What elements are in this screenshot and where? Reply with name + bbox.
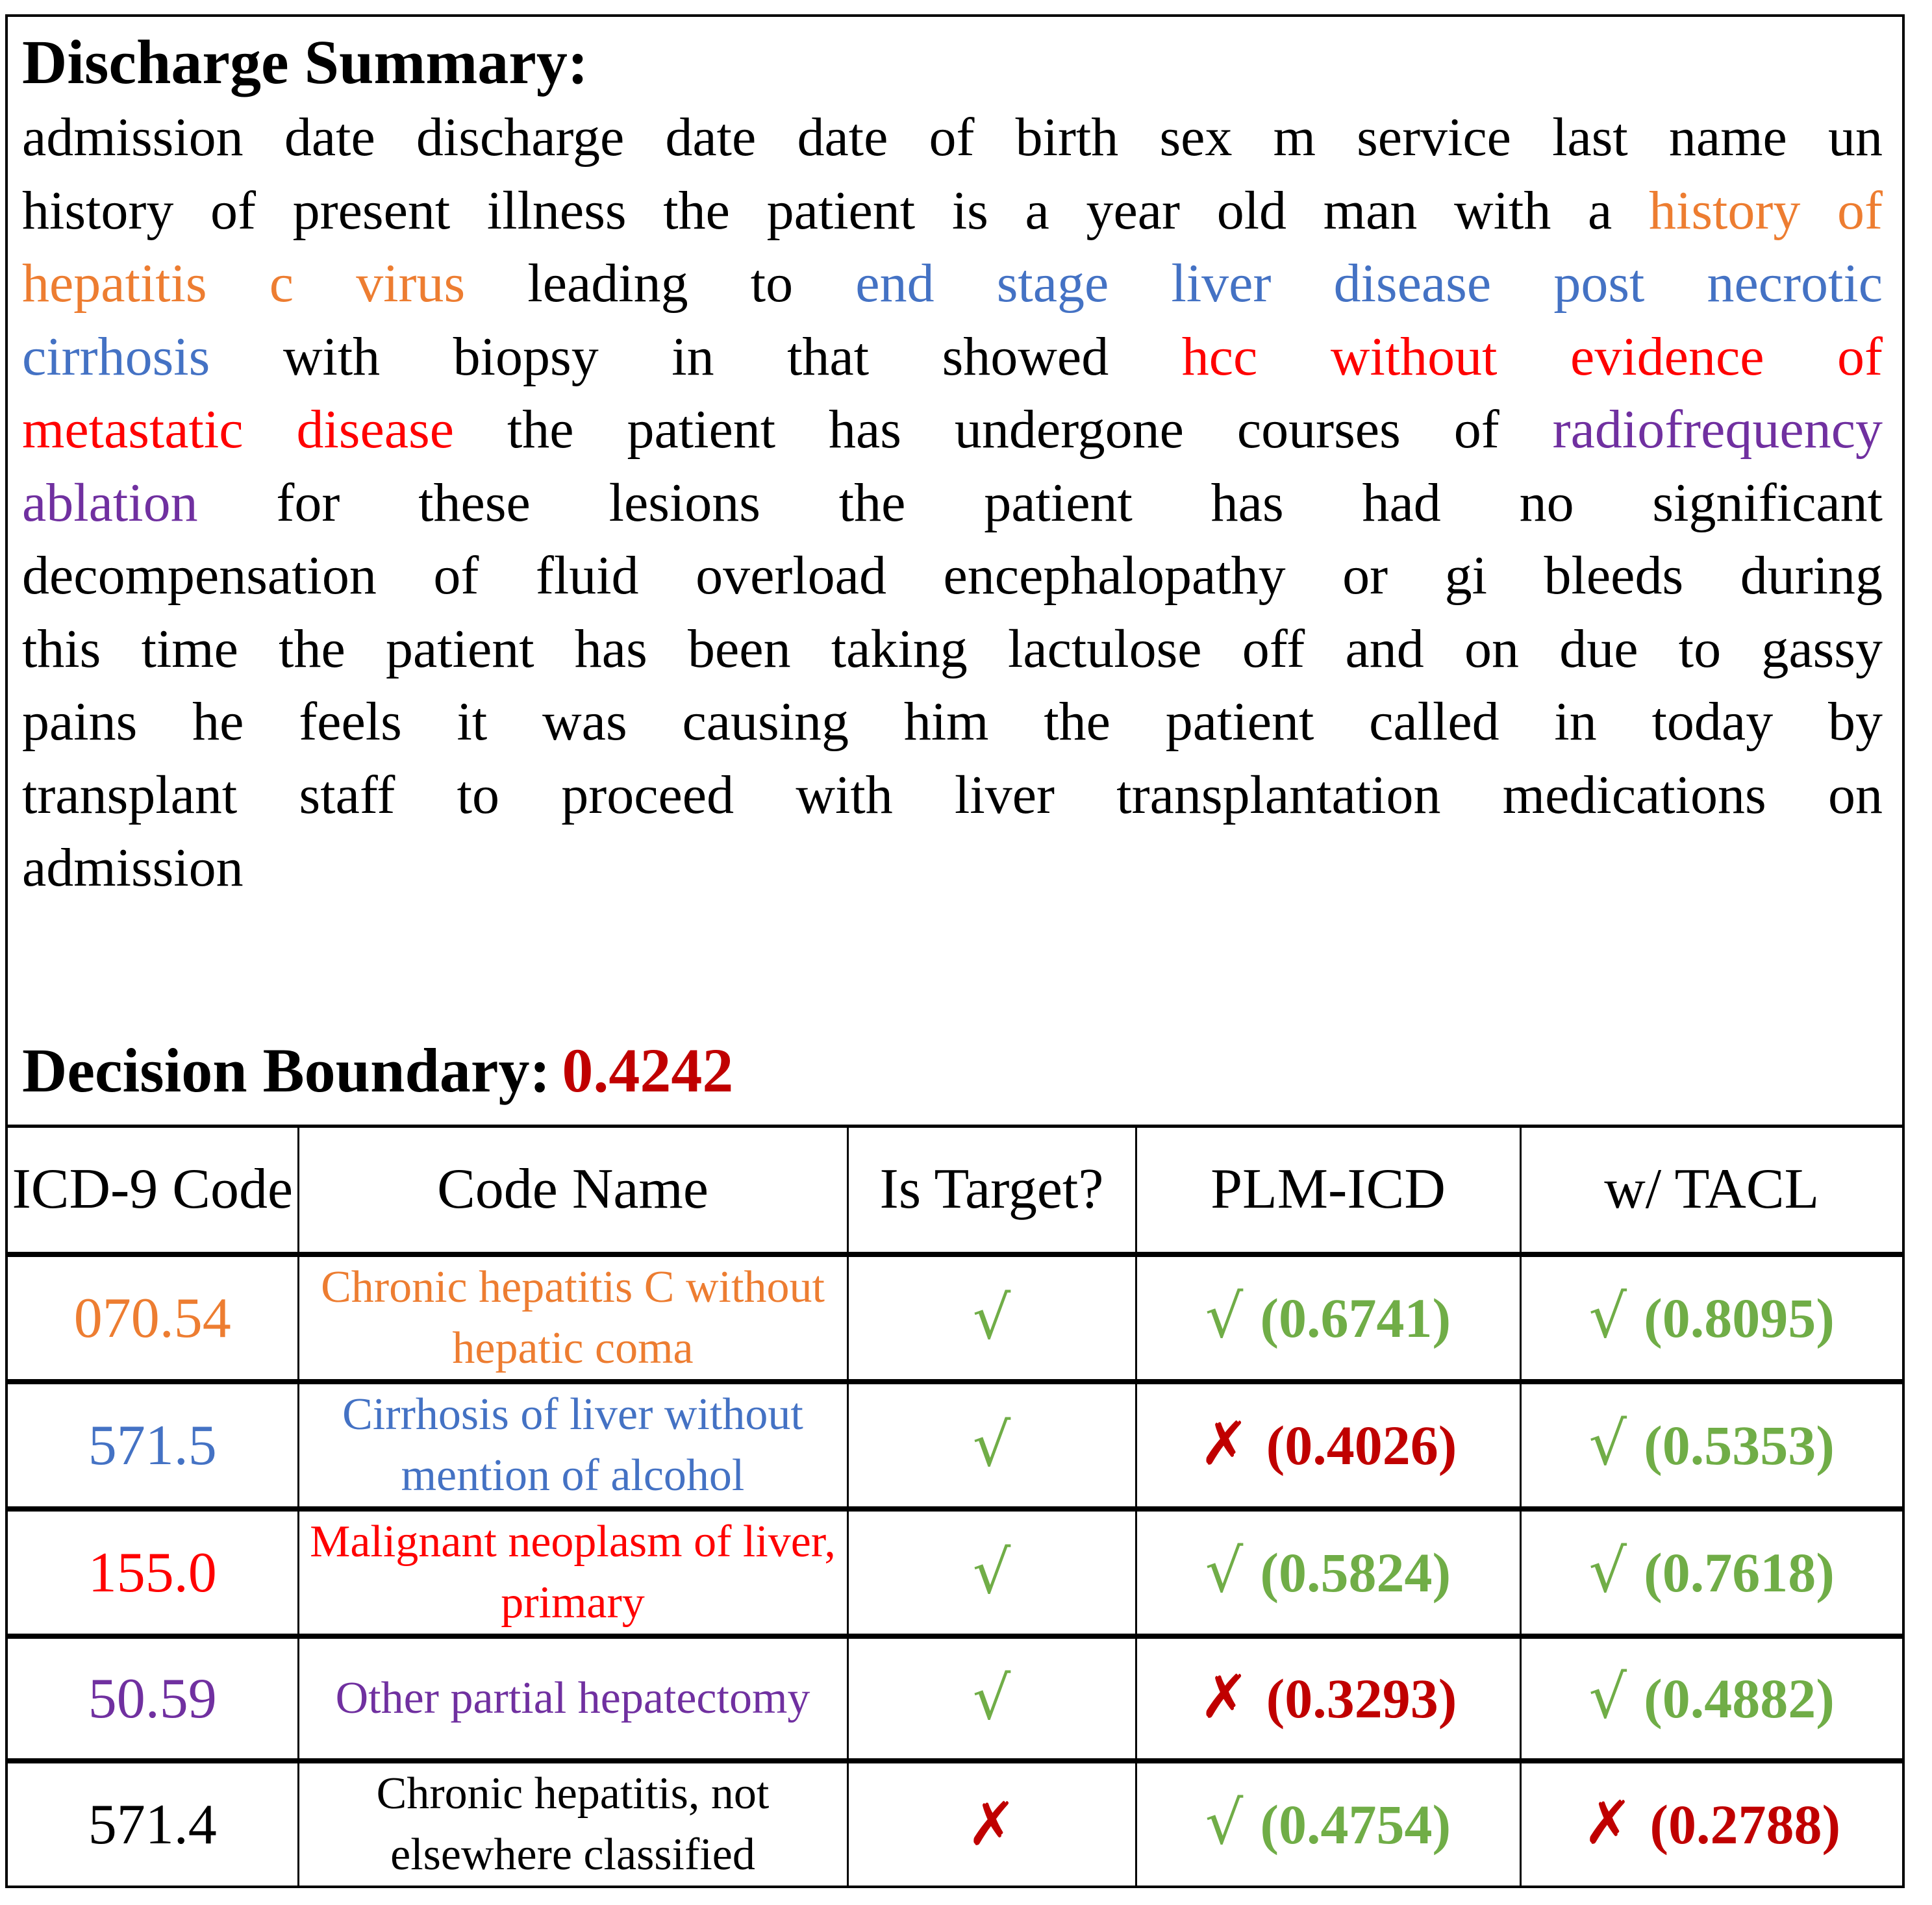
summary-text: leading to <box>465 253 856 314</box>
icd9-code-cell: 155.0 <box>8 1509 298 1636</box>
column-header: Is Target? <box>847 1126 1136 1254</box>
check-icon: √ <box>1588 1409 1627 1478</box>
table-body <box>8 1254 1902 1886</box>
column-header: ICD-9 Code <box>8 1126 298 1254</box>
summary-line <box>22 175 1883 248</box>
column-header: PLM-ICD <box>1136 1126 1520 1254</box>
summary-text: pains he feels it was causing him the patient called in today by <box>22 691 1883 752</box>
code-name-cell: Chronic hepatitis C without hepatic coma <box>298 1254 847 1382</box>
summary-line <box>22 467 1883 540</box>
tacl-cell <box>1520 1382 1902 1509</box>
summary-text: for these lesions the patient has had no significant <box>197 472 1883 533</box>
icd9-code-cell: 50.59 <box>8 1636 298 1761</box>
summary-text: with biopsy in that showed <box>210 326 1182 387</box>
plm-icd-cell <box>1136 1761 1520 1886</box>
table-row <box>8 1254 1902 1382</box>
tacl-cell <box>1520 1636 1902 1761</box>
tacl-cell <box>1520 1509 1902 1636</box>
plm-icd-cell <box>1136 1509 1520 1636</box>
summary-text: transplant staff to proceed with liver transplantation medications on <box>22 764 1883 825</box>
summary-text: this time the patient has been taking lactulose off and on due to gassy <box>22 618 1883 679</box>
summary-text: admission <box>22 838 244 898</box>
summary-line <box>22 540 1883 613</box>
summary-line <box>22 247 1883 321</box>
cross-icon: ✗ <box>1199 1662 1249 1732</box>
code-name-cell: Malignant neoplasm of liver, primary <box>298 1509 847 1636</box>
column-header: w/ TACL <box>1520 1126 1902 1254</box>
table-head <box>8 1126 1902 1254</box>
tacl-cell <box>1520 1761 1902 1886</box>
cross-icon: ✗ <box>1583 1788 1633 1858</box>
results-table <box>8 1125 1902 1886</box>
table-row <box>8 1761 1902 1886</box>
plm-icd-cell <box>1136 1254 1520 1382</box>
tacl-cell <box>1520 1254 1902 1382</box>
summary-line <box>22 832 1883 905</box>
probability-score: (0.5353) <box>1644 1414 1835 1476</box>
icd9-code-cell: 070.54 <box>8 1254 298 1382</box>
column-header: Code Name <box>298 1126 847 1254</box>
summary-text: decompensation of fluid overload encephalopathy or gi bleeds during <box>22 545 1883 606</box>
paper-figure <box>5 14 1905 1888</box>
highlight-orange: hepatitis c virus <box>22 253 466 314</box>
summary-text: the patient has undergone courses of <box>454 399 1553 460</box>
code-name-cell: Chronic hepatitis, not elsewhere classified <box>298 1761 847 1886</box>
check-icon: √ <box>1588 1282 1627 1351</box>
probability-score: (0.5824) <box>1260 1541 1451 1604</box>
probability-score: (0.8095) <box>1644 1287 1835 1349</box>
probability-score: (0.7618) <box>1644 1541 1835 1604</box>
decision-boundary-label: Decision Boundary: <box>22 1035 551 1105</box>
summary-line <box>22 613 1883 686</box>
icd9-code-cell: 571.4 <box>8 1761 298 1886</box>
highlight-purple: ablation <box>22 472 198 533</box>
probability-score: (0.3293) <box>1266 1667 1457 1730</box>
summary-text: history of present illness the patient is a year old man with a <box>22 180 1650 241</box>
check-icon: √ <box>1588 1536 1627 1606</box>
probability-score: (0.2788) <box>1650 1793 1841 1856</box>
probability-score: (0.4754) <box>1260 1793 1451 1856</box>
check-icon: √ <box>972 1663 1011 1733</box>
plm-icd-cell <box>1136 1382 1520 1509</box>
summary-line <box>22 101 1883 175</box>
check-icon: √ <box>972 1538 1011 1607</box>
is-target-cell <box>847 1254 1136 1382</box>
summary-paragraph <box>22 101 1883 905</box>
code-name-cell: Cirrhosis of liver without mention of alcohol <box>298 1382 847 1509</box>
check-icon: √ <box>1205 1788 1244 1858</box>
highlight-red: metastatic disease <box>22 399 455 460</box>
summary-text: admission date discharge date date of birth sex m service last name un <box>22 107 1883 168</box>
summary-line <box>22 321 1883 394</box>
is-target-cell <box>847 1761 1136 1886</box>
table-header-row <box>8 1126 1902 1254</box>
probability-score: (0.4882) <box>1644 1667 1835 1730</box>
cross-icon: ✗ <box>1199 1409 1249 1478</box>
decision-boundary-value: 0.4242 <box>562 1035 734 1105</box>
discharge-summary-block <box>8 17 1902 1109</box>
is-target-cell <box>847 1509 1136 1636</box>
is-target-cell <box>847 1382 1136 1509</box>
summary-line <box>22 393 1883 467</box>
is-target-cell <box>847 1636 1136 1761</box>
highlight-blue: end stage liver disease post necrotic <box>855 253 1883 314</box>
discharge-summary-title: Discharge Summary: <box>22 27 588 97</box>
code-name-cell: Other partial hepatectomy <box>298 1636 847 1761</box>
highlight-orange: history of <box>1649 180 1883 241</box>
check-icon: √ <box>1205 1536 1244 1606</box>
table-row <box>8 1382 1902 1509</box>
summary-line <box>22 686 1883 759</box>
icd9-code-cell: 571.5 <box>8 1382 298 1509</box>
cross-icon: ✗ <box>966 1789 1017 1859</box>
highlight-purple: radiofrequency <box>1552 399 1883 460</box>
highlight-red: hcc without evidence of <box>1181 326 1883 387</box>
table-row <box>8 1636 1902 1761</box>
table-row <box>8 1509 1902 1636</box>
summary-line <box>22 759 1883 832</box>
plm-icd-cell <box>1136 1636 1520 1761</box>
probability-score: (0.4026) <box>1266 1414 1457 1476</box>
check-icon: √ <box>1205 1282 1244 1351</box>
check-icon: √ <box>972 1283 1011 1352</box>
decision-boundary-line <box>22 1032 1883 1109</box>
check-icon: √ <box>1588 1662 1627 1732</box>
check-icon: √ <box>972 1410 1011 1480</box>
highlight-blue: cirrhosis <box>22 326 210 387</box>
probability-score: (0.6741) <box>1260 1287 1451 1349</box>
